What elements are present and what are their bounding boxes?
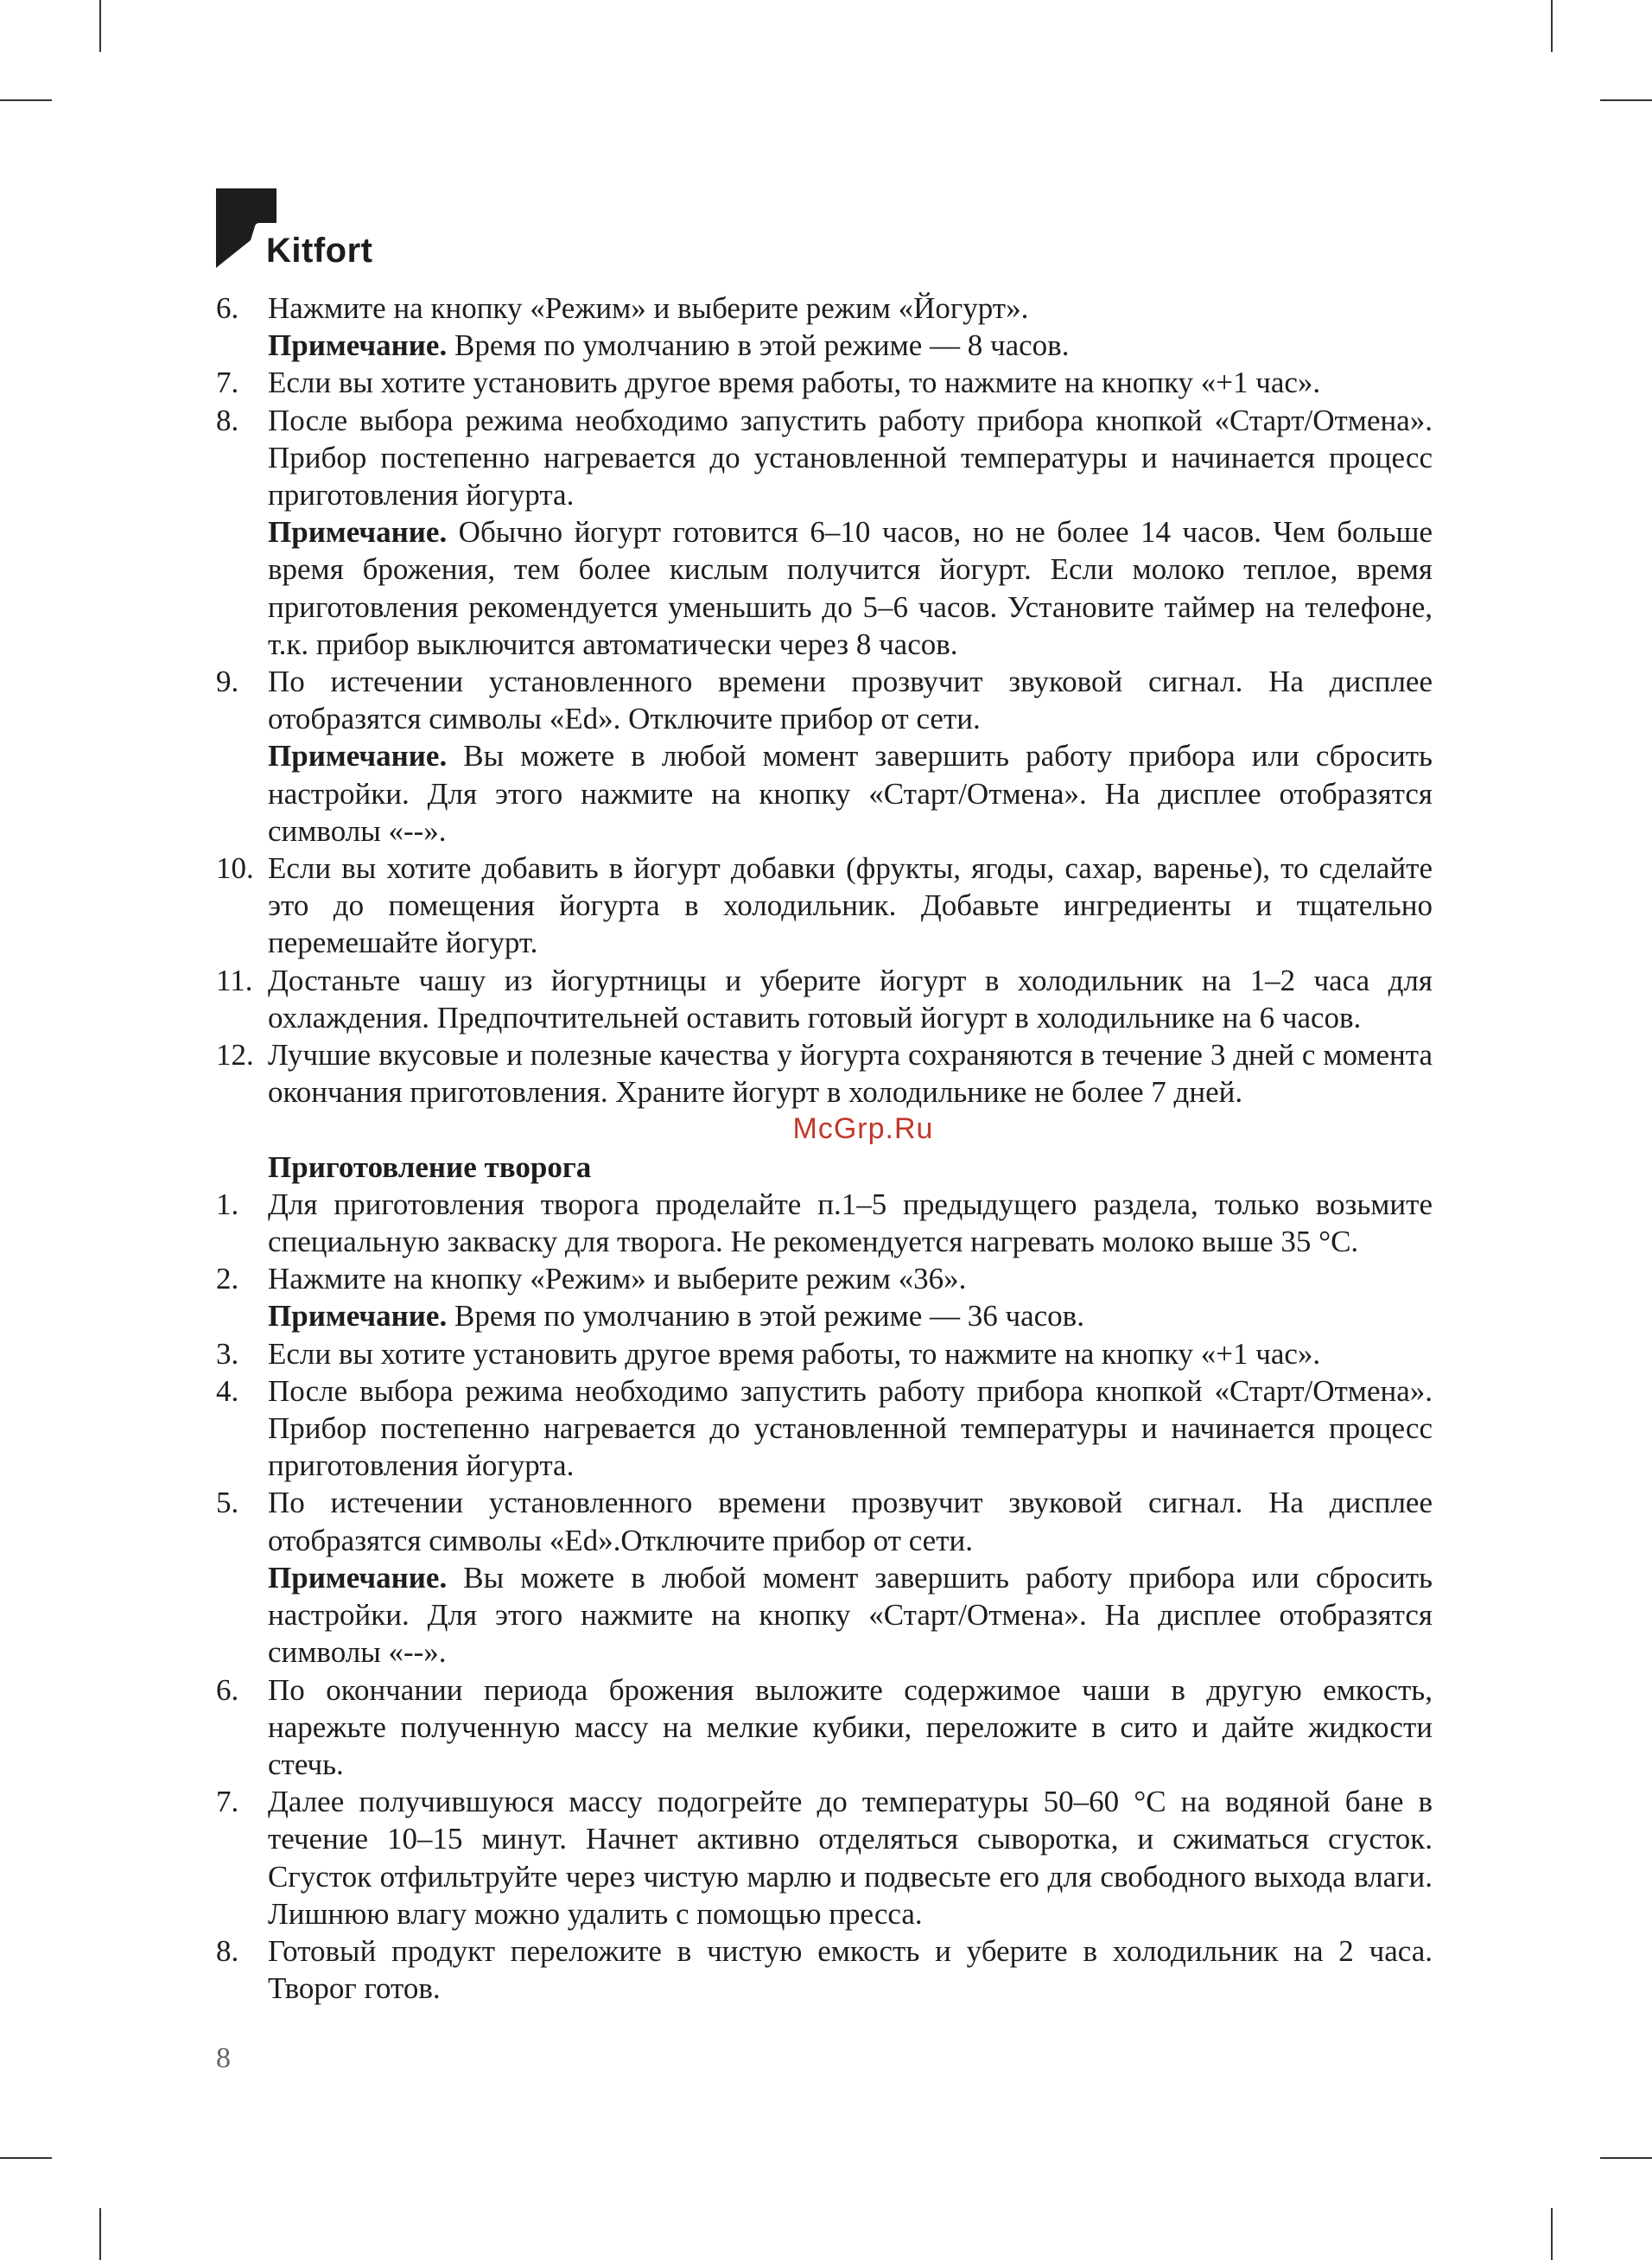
list-item — [216, 1484, 1433, 1671]
list-item-body — [268, 402, 1433, 663]
list-item — [216, 364, 1433, 401]
list-item-number: 3. — [216, 1336, 239, 1371]
paragraph-text: Лучшие вкусовые и полезные качества у йогурта сохраняются в течение 3 дней с момента окончания приготовления. Храните йогурт в холодильнике не более 7 дней. — [268, 1038, 1433, 1110]
list-item — [216, 1783, 1433, 1932]
paragraph-text: Нажмите на кнопку «Режим» и выберите режим «36». — [268, 1262, 967, 1296]
note-paragraph — [268, 327, 1433, 364]
step-paragraph — [268, 1932, 1433, 2007]
list-item-number: 2. — [216, 1262, 239, 1296]
note-label: Примечание. — [268, 1560, 448, 1595]
list-item — [216, 1260, 1433, 1334]
step-paragraph — [268, 290, 1433, 327]
paragraph-text: После выбора режима необходимо запустить работу прибора кнопкой «Старт/Отмена». Прибор постепенно нагревается до установленной температуры и начинается процесс приготовления йогурта. — [268, 1373, 1433, 1483]
step-paragraph — [268, 850, 1433, 962]
list-item-body — [268, 290, 1433, 364]
list-item — [216, 1036, 1433, 1111]
brand-logo — [216, 188, 389, 275]
paragraph-text: Нажмите на кнопку «Режим» и выберите режим «Йогурт». — [268, 291, 1029, 325]
list-item — [216, 850, 1433, 962]
list-item-number: 9. — [216, 665, 239, 699]
list-item-body — [268, 1260, 1433, 1334]
crop-mark — [1551, 0, 1553, 52]
paragraph-text: По истечении установленного времени прозвучит звуковой сигнал. На дисплее отобразятся символы «Ed».Отключите прибор от сети. — [268, 1486, 1433, 1557]
list-item-body — [268, 1036, 1433, 1111]
list-item-body — [268, 1671, 1433, 1784]
paragraph-text: После выбора режима необходимо запустить работу прибора кнопкой «Старт/Отмена». Прибор постепенно нагревается до установленной температуры и начинается процесс приготовления йогурта. — [268, 403, 1433, 512]
paragraph-text: Достаньте чашу из йогуртницы и уберите йогурт в холодильник на 1–2 часа для охлаждения. Предпочтительней оставить готовый йогурт в холодильнике на 6 часов. — [268, 963, 1433, 1035]
step-paragraph — [268, 663, 1433, 737]
note-label: Примечание. — [268, 328, 448, 363]
note-paragraph — [268, 737, 1433, 850]
list-item — [216, 1932, 1433, 2007]
crop-mark — [1551, 2208, 1553, 2260]
paragraph-text: Время по умолчанию в этой режиме — 36 часов. — [447, 1299, 1084, 1334]
list-item-number: 11. — [216, 963, 253, 997]
list-item-body — [268, 1783, 1433, 1932]
crop-mark — [1600, 99, 1652, 101]
crop-mark — [1600, 2157, 1652, 2159]
list-item-number: 10. — [216, 851, 254, 886]
crop-mark — [99, 2208, 101, 2260]
list-item — [216, 1372, 1433, 1485]
paragraph-text: Обычно йогурт готовится 6–10 часов, но не более 14 часов. Чем больше время брожения, тем более кислым получится йогурт. Если молоко теплое, время приготовления рекомендуется уменьшить до 5–6 часов. Установите таймер на телефоне, т.к. прибор выключится автоматически через 8 часов. — [268, 515, 1433, 661]
paragraph-text: Далее получившуюся массу подогрейте до температуры 50–60 °С на водяной бане в течение 10–15 минут. Начнет активно отделяться сыворотка, и сжиматься сгусток. Сгусток отфильтруйте через чистую марлю и подвесьте его для свободного выхода влаги. Лишнюю влагу можно удалить с помощью пресса. — [268, 1785, 1433, 1931]
list-item — [216, 402, 1433, 663]
step-paragraph — [268, 1036, 1433, 1111]
step-paragraph — [268, 1484, 1433, 1558]
crop-mark — [99, 0, 101, 52]
list-item-body — [268, 1186, 1433, 1260]
list-item — [216, 663, 1433, 850]
list-item-body — [268, 962, 1433, 1036]
list-item — [216, 1186, 1433, 1260]
step-paragraph — [268, 1260, 1433, 1297]
note-paragraph — [268, 1559, 1433, 1671]
list-item-body — [268, 1484, 1433, 1671]
paragraph-text: Готовый продукт переложите в чистую емкость и уберите в холодильник на 2 часа. Творог готов. — [268, 1933, 1433, 2006]
watermark: McGrp.Ru — [792, 1112, 934, 1146]
brand-logo-text: Kitfort — [266, 232, 373, 270]
step-paragraph — [268, 402, 1433, 514]
list-item-body — [268, 1335, 1433, 1372]
step-paragraph — [268, 364, 1433, 401]
list-item — [216, 1335, 1433, 1372]
list-item-number: 7. — [216, 366, 239, 400]
paragraph-text: Если вы хотите добавить в йогурт добавки (фрукты, ягоды, сахар, варенье), то сделайте это до помещения йогурта в холодильник. Добавьте ингредиенты и тщательно перемешайте йогурт. — [268, 851, 1433, 960]
step-paragraph — [268, 962, 1433, 1036]
cottage-cheese-steps-list — [216, 1186, 1433, 2007]
paragraph-text: Если вы хотите установить другое время работы, то нажмите на кнопку «+1 час». — [268, 366, 1321, 400]
list-item-body — [268, 663, 1433, 850]
list-item — [216, 290, 1433, 364]
crop-mark — [0, 99, 52, 101]
list-item-number: 12. — [216, 1038, 254, 1073]
list-item-body — [268, 1372, 1433, 1485]
paragraph-text: Для приготовления творога проделайте п.1–5 предыдущего раздела, только возьмите специальную закваску для творога. Не рекомендуется нагревать молоко выше 35 °С. — [268, 1187, 1433, 1259]
crop-mark — [0, 2157, 52, 2159]
note-label: Примечание. — [268, 515, 448, 550]
list-item-number: 7. — [216, 1785, 239, 1819]
list-item — [216, 1671, 1433, 1784]
paragraph-text: Время по умолчанию в этой режиме — 8 часов. — [447, 328, 1070, 363]
list-item-number: 4. — [216, 1373, 239, 1408]
step-paragraph — [268, 1186, 1433, 1260]
list-item-number: 8. — [216, 1933, 239, 1968]
list-item-number: 6. — [216, 291, 239, 325]
step-paragraph — [268, 1783, 1433, 1932]
list-item-body — [268, 364, 1433, 401]
note-paragraph — [268, 1297, 1433, 1334]
list-item-body — [268, 1932, 1433, 2007]
paragraph-text: По истечении установленного времени прозвучит звуковой сигнал. На дисплее отобразятся символы «Ed». Отключите прибор от сети. — [268, 665, 1433, 736]
list-item-number: 8. — [216, 403, 239, 437]
yogurt-steps-list — [216, 290, 1433, 1111]
paragraph-text: Если вы хотите установить другое время работы, то нажмите на кнопку «+1 час». — [268, 1336, 1321, 1371]
list-item-number: 1. — [216, 1187, 239, 1221]
note-label: Примечание. — [268, 1299, 448, 1334]
step-paragraph — [268, 1671, 1433, 1784]
note-label: Примечание. — [268, 739, 448, 773]
document-content — [216, 290, 1433, 2007]
page-number: 8 — [216, 2042, 231, 2074]
section-title: Приготовление творога — [268, 1149, 592, 1184]
step-paragraph — [268, 1372, 1433, 1485]
paragraph-text: По окончании периода брожения выложите содержимое чаши в другую емкость, нарежьте полученную массу на мелкие кубики, переложите в сито и дайте жидкости стечь. — [268, 1672, 1433, 1781]
note-paragraph — [268, 513, 1433, 663]
list-item — [216, 962, 1433, 1036]
step-paragraph — [268, 1335, 1433, 1372]
list-item-number: 6. — [216, 1672, 239, 1707]
paragraph-text: Вы можете в любой момент завершить работу прибора или сбросить настройки. Для этого нажмите на кнопку «Старт/Отмена». На дисплее отобразятся символы «--». — [268, 739, 1433, 848]
paragraph-text: Вы можете в любой момент завершить работу прибора или сбросить настройки. Для этого нажмите на кнопку «Старт/Отмена». На дисплее отобразятся символы «--». — [268, 1560, 1433, 1670]
list-item-number: 5. — [216, 1486, 239, 1520]
list-item-body — [268, 850, 1433, 962]
